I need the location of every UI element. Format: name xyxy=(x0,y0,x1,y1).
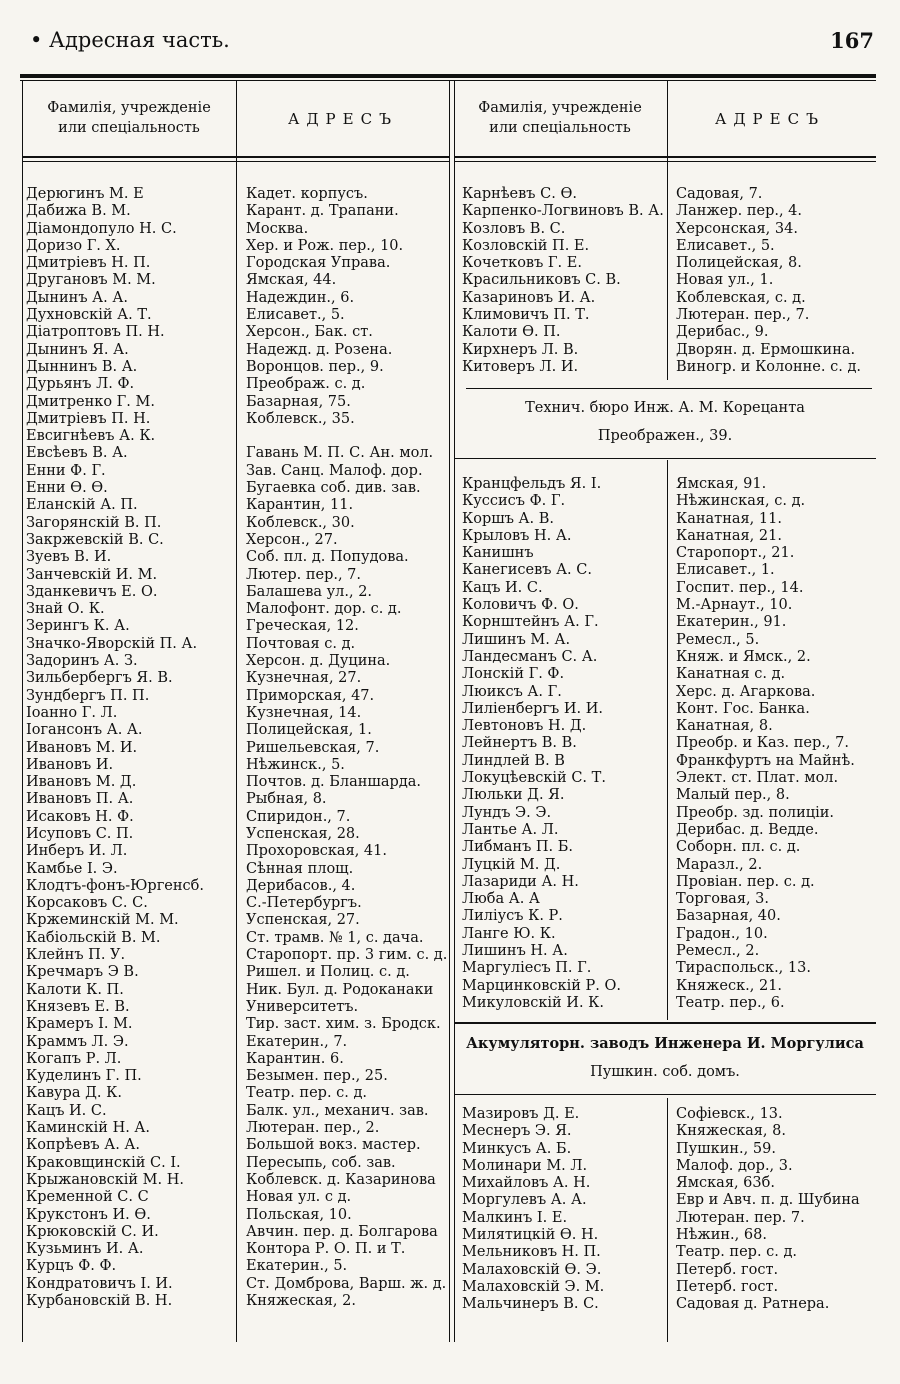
entry-name: Зданкевичъ Е. О. xyxy=(26,583,158,600)
entry-name: Лейнертъ В. В. xyxy=(462,735,577,752)
entry-address: Княжеская, 8. xyxy=(676,1123,786,1140)
entry-address: Полицейская, 8. xyxy=(676,255,802,272)
entry-address: Большой вокз. мастер. xyxy=(246,1137,421,1154)
left-address-header: АДРЕСЪ xyxy=(288,110,398,128)
entry-name: Дыннинъ В. А. xyxy=(26,358,138,375)
entry-address: Княжеская, 2. xyxy=(246,1293,356,1309)
entry-address: Лютеран. пер., 2. xyxy=(246,1120,380,1137)
banner2-bottom-rule xyxy=(454,1094,876,1095)
entry-address: Карантин, 11. xyxy=(246,497,354,514)
left-name-header: Фамилія, учрежденіе или спеціальность xyxy=(47,100,211,136)
entry-address: Нѣжин., 68. xyxy=(676,1227,767,1244)
entry-name: Калоти Ѳ. П. xyxy=(462,324,561,341)
entry-name: Лишинъ Н. А. xyxy=(462,943,568,960)
entry-address: Екатерин., 5. xyxy=(246,1258,348,1275)
entry-name: Кременной С. С xyxy=(26,1189,149,1206)
entry-address: Лютеран. пер., 7. xyxy=(676,307,810,324)
left-addresses-list xyxy=(246,186,448,1310)
entry-address: Коблевск., 30. xyxy=(246,514,355,531)
entry-name: Мальчинеръ В. С. xyxy=(462,1296,599,1313)
entry-address: Провіан. пер. с. д. xyxy=(676,873,815,890)
entry-name: Кондратовичъ I. И. xyxy=(26,1275,173,1292)
entry-name: Люльки Д. Я. xyxy=(462,787,565,804)
entry-address: Ремесл., 2. xyxy=(676,943,760,960)
entry-name: Курбановскій В. Н. xyxy=(26,1293,173,1309)
entry-name: Дерюгинъ М. Е xyxy=(26,186,144,202)
right-address-header: АДРЕСЪ xyxy=(715,110,825,128)
entry-address: Дерибас. д. Ведде. xyxy=(676,821,819,838)
entry-name: Малаховскій Э. М. xyxy=(462,1278,605,1295)
entry-name: Лазариди А. Н. xyxy=(462,873,579,890)
entry-address: Полицейская, 1. xyxy=(246,722,372,739)
entry-address: Градон., 10. xyxy=(676,925,768,942)
entry-address: Дворян. д. Ермошкина. xyxy=(676,341,856,358)
entry-name: Краковщинскій С. I. xyxy=(26,1154,181,1171)
entry-name: Кранцфельдъ Я. I. xyxy=(462,476,602,492)
entry-name: Ивановъ М. Д. xyxy=(26,774,137,791)
entry-address: Ст. трамв. № 1, с. дача. xyxy=(246,929,424,946)
entry-name: Лишинъ М. А. xyxy=(462,631,571,648)
left-col-divider xyxy=(236,80,237,1342)
entry-name: Корсаковъ С. С. xyxy=(26,895,148,912)
right-col-divider-2 xyxy=(667,460,668,1020)
entry-name: Кржеминскій М. М. xyxy=(26,912,179,929)
entry-address: Балк. ул., механич. зав. xyxy=(246,1102,429,1119)
entry-address: Лютер. пер., 7. xyxy=(246,566,362,583)
entry-name: Крыловъ Н. А. xyxy=(462,527,572,544)
entry-address: Элект. ст. Плат. мол. xyxy=(676,770,839,787)
entry-address: Контора Р. О. П. и Т. xyxy=(246,1241,406,1258)
entry-name: Загорянскій В. П. xyxy=(26,514,162,531)
entry-name: Молинари М. Л. xyxy=(462,1157,588,1174)
entry-name: Люиксъ А. Г. xyxy=(462,683,562,700)
entry-address: Новая ул., 1. xyxy=(676,272,774,289)
entry-address: Безымен. пер., 25. xyxy=(246,1068,388,1085)
entry-address: Канатная, 21. xyxy=(676,527,782,544)
entry-address: Дерибасов., 4. xyxy=(246,877,356,894)
entry-address: Преобр. зд. полиціи. xyxy=(676,804,835,821)
entry-name: Лиліенбергъ И. И. xyxy=(462,700,603,717)
entry-name: Іоанно Г. Л. xyxy=(26,704,118,721)
entry-address: Екатерин., 91. xyxy=(676,614,787,631)
entry-address: Хер. и Рож. пер., 10. xyxy=(246,237,404,254)
entry-address: Ямская, 44. xyxy=(246,272,337,289)
entry-name: Дмитріевъ Н. П. xyxy=(26,255,151,272)
entry-name: Лиліусъ К. Р. xyxy=(462,908,563,925)
entry-name: Кузьминъ И. А. xyxy=(26,1241,144,1258)
entry-name: Исуповъ С. П. xyxy=(26,825,134,842)
entry-address: Ришел. и Полиц. с. д. xyxy=(246,964,410,981)
entry-name: Либманъ П. Б. xyxy=(462,839,574,856)
entry-name: Куделинъ Г. П. xyxy=(26,1068,142,1085)
entry-name: Енни Ф. Г. xyxy=(26,462,106,479)
entry-address: Театр. пер. с. д. xyxy=(676,1244,798,1261)
top-rule-thin xyxy=(20,80,876,81)
entry-address: Екатерин., 7. xyxy=(246,1033,348,1050)
entry-name: Карпенко-Логвиновъ В. А. xyxy=(462,203,664,220)
entry-address: Надежд. д. Розена. xyxy=(246,341,393,358)
entry-name: Крыжановскій М. Н. xyxy=(26,1171,184,1188)
entry-name: Козловъ В. С. xyxy=(462,220,566,237)
entry-name: Климовичъ П. Т. xyxy=(462,307,590,324)
entry-name: Значко-Яворскій П. А. xyxy=(26,635,198,652)
entry-name: Енни Ѳ. Ѳ. xyxy=(26,480,108,497)
entry-name: Занчевскій И. М. xyxy=(26,566,158,583)
right-header-rule xyxy=(454,156,876,158)
entry-address: Зав. Санц. Малоф. дор. xyxy=(246,462,423,479)
entry-name: Доризо Г. Х. xyxy=(26,237,121,254)
entry-address: Соб. пл. д. Попудова. xyxy=(246,549,409,566)
entry-address: Канатная, 11. xyxy=(676,510,782,527)
entry-address: Нѣжинск., 5. xyxy=(246,756,345,773)
entry-name: Когапъ Р. Л. xyxy=(26,1050,122,1067)
entry-name: Кацъ И. С. xyxy=(462,579,543,596)
entry-address: Херсон., 27. xyxy=(246,531,338,548)
entry-address: Садовая д. Ратнера. xyxy=(676,1296,830,1313)
entry-name: Дмитренко Г. М. xyxy=(26,393,155,410)
entry-address: Ст. Домброва, Варш. ж. д. xyxy=(246,1275,447,1292)
entry-name: Малкинъ I. Е. xyxy=(462,1209,568,1226)
entry-address: Елисавет., 1. xyxy=(676,562,775,579)
entry-address: Тир. заст. хим. з. Бродск. xyxy=(246,1016,441,1033)
entry-address: Старопорт., 21. xyxy=(676,545,795,562)
right-header-rule-2 xyxy=(454,161,876,162)
entry-address: Ямская, 63б. xyxy=(676,1175,775,1192)
entry-name: Марцинковскій Р. О. xyxy=(462,977,621,994)
entry-address: Польская, 10. xyxy=(246,1206,352,1223)
entry-name: Духновскій А. Т. xyxy=(26,307,152,324)
entry-address: Карантин. 6. xyxy=(246,1050,344,1067)
entry-address: Успенская, 28. xyxy=(246,825,360,842)
entry-name: Діамондопуло Н. С. xyxy=(26,220,177,237)
entry-address: Малофонт. дор. с. д. xyxy=(246,601,402,618)
entry-address: Сѣнная площ. xyxy=(246,860,354,877)
entry-name: Зильбербергъ Я. В. xyxy=(26,670,173,687)
banner1-top-rule xyxy=(466,388,872,389)
entry-address: Балашева ул., 2. xyxy=(246,583,373,600)
entry-name: Канегисевъ А. С. xyxy=(462,562,592,579)
entry-name: Другановъ М. М. xyxy=(26,272,156,289)
entry-address: Ремесл., 5. xyxy=(676,631,760,648)
entry-address: Петерб. гост. xyxy=(676,1261,779,1278)
entry-address: Садовая, 7. xyxy=(676,186,763,202)
entry-address: Госпит. пер., 14. xyxy=(676,579,804,596)
entry-address: Малоф. дор., 3. xyxy=(676,1157,793,1174)
entry-name: Кочетковъ Г. Е. xyxy=(462,255,582,272)
entry-name: Карнѣевъ С. Ѳ. xyxy=(462,186,577,202)
entry-address: Кадет. корпусъ. xyxy=(246,186,368,202)
left-header-rule xyxy=(22,156,450,158)
right-block2-addresses xyxy=(676,476,876,1012)
entry-address: С.-Петербургъ. xyxy=(246,895,362,912)
entry-address: Театр. пер. с. д. xyxy=(246,1085,368,1102)
entry-address: Херсон., Бак. ст. xyxy=(246,324,373,341)
entry-name: Красильниковъ С. В. xyxy=(462,272,621,289)
entry-address: Кузнечная, 14. xyxy=(246,704,362,721)
left-names-list xyxy=(26,186,234,1310)
entry-name: Евсѣевъ В. А. xyxy=(26,445,128,462)
entry-name: Коршъ А. В. xyxy=(462,510,555,527)
entry-address: Кузнечная, 27. xyxy=(246,670,362,687)
entry-name: Задоринъ А. З. xyxy=(26,653,138,670)
entry-address: Москва. xyxy=(246,220,309,237)
entry-address: Херсон. д. Дуцина. xyxy=(246,653,391,670)
entry-address: Воронцов. пер., 9. xyxy=(246,358,384,375)
entry-name: Крукстонъ И. Ѳ. xyxy=(26,1206,151,1223)
entry-address: Ланжер. пер., 4. xyxy=(676,203,803,220)
entry-name: Дынинъ Я. А. xyxy=(26,341,129,358)
entry-name: Лундъ Э. Э. xyxy=(462,804,552,821)
right-block1-names xyxy=(462,186,666,376)
left-header-rule-2 xyxy=(22,161,450,162)
entry-address: Прохоровская, 41. xyxy=(246,843,387,860)
entry-address: Канатная с. д. xyxy=(676,666,786,683)
right-block3-addresses xyxy=(676,1106,876,1314)
entry-address: Соборн. пл. с. д. xyxy=(676,839,801,856)
entry-name: Князевъ Е. В. xyxy=(26,998,130,1015)
entry-name: Коловичъ Ф. О. xyxy=(462,597,579,614)
right-block3-names xyxy=(462,1106,666,1314)
entry-name: Казариновъ И. А. xyxy=(462,289,596,306)
entry-name: Зундбергъ П. П. xyxy=(26,687,150,704)
entry-name: Кацъ И. С. xyxy=(26,1102,107,1119)
entry-name: Микуловскій И. К. xyxy=(462,994,604,1011)
entry-name: Кирхнеръ Л. В. xyxy=(462,341,579,358)
entry-name: Ивановъ П. А. xyxy=(26,791,134,808)
entry-name: Еланскій А. П. xyxy=(26,497,138,514)
entry-name: Кавура Д. К. xyxy=(26,1085,122,1102)
entry-name: Евсигнѣевъ А. К. xyxy=(26,428,156,445)
entry-address: Авчин. пер. д. Болгарова xyxy=(246,1223,438,1240)
banner2-top-rule xyxy=(454,1022,876,1024)
section-title: • Адресная часть. xyxy=(30,28,230,52)
right-col-divider-3 xyxy=(667,1098,668,1342)
entry-address: Елисавет., 5. xyxy=(676,237,775,254)
entry-name: Минкусъ А. Б. xyxy=(462,1140,572,1157)
entry-address: Ямская, 91. xyxy=(676,476,767,492)
entry-address: М.-Арнаут., 10. xyxy=(676,597,793,614)
entry-address: Коблевск., 35. xyxy=(246,410,355,427)
entry-name: Лантье А. Л. xyxy=(462,821,559,838)
banner1-bottom-rule xyxy=(454,458,876,459)
entry-address: Нѣжинская, с. д. xyxy=(676,493,806,510)
entry-address: Новая ул. с д. xyxy=(246,1189,352,1206)
entry-name: Михайловъ А. Н. xyxy=(462,1175,591,1192)
entry-address: Канатная, 8. xyxy=(676,718,773,735)
entry-name: Калоти К. П. xyxy=(26,981,124,998)
entry-name: Малаховскій Ѳ. Э. xyxy=(462,1261,602,1278)
entry-name: Линдлей В. В xyxy=(462,752,565,769)
entry-name: Діатроптовъ П. Н. xyxy=(26,324,165,341)
entry-address: Греческая, 12. xyxy=(246,618,359,635)
entry-name: Курцъ Ф. Ф. xyxy=(26,1258,117,1275)
entry-name: Милятицкій Ѳ. Н. xyxy=(462,1227,599,1244)
entry-address: Коблевская, с. д. xyxy=(676,289,806,306)
entry-name: Корнштейнъ А. Г. xyxy=(462,614,599,631)
entry-address: Надеждин., 6. xyxy=(246,289,355,306)
entry-name: Кречмаръ Э В. xyxy=(26,964,139,981)
entry-address: Приморская, 47. xyxy=(246,687,375,704)
entry-address: Спиридон., 7. xyxy=(246,808,351,825)
entry-address: Гавань М. П. С. Ан. мол. xyxy=(246,445,434,462)
entry-name: Лонскій Г. Ф. xyxy=(462,666,565,683)
entry-address: Елисавет., 5. xyxy=(246,307,345,324)
entry-address: Ришельевская, 7. xyxy=(246,739,380,756)
entry-address: Лютеран. пер. 7. xyxy=(676,1209,805,1226)
banner-technical-bureau: Технич. бюро Инж. А. М. Корецанта Преображен., 39. xyxy=(525,400,805,444)
entry-address: Городская Управа. xyxy=(246,255,391,272)
entry-address: Маразл., 2. xyxy=(676,856,763,873)
entry-address: Франкфуртъ на Майнѣ. xyxy=(676,752,855,769)
entry-address: Пересыпь, соб. зав. xyxy=(246,1154,396,1171)
entry-name: Мазировъ Д. Е. xyxy=(462,1106,580,1122)
entry-address: Театр. пер., 6. xyxy=(676,994,785,1011)
entry-address: Преображ. с. д. xyxy=(246,376,366,393)
entry-address: Преобр. и Каз. пер., 7. xyxy=(676,735,849,752)
right-block1-addresses xyxy=(676,186,876,376)
entry-address: Успенская, 27. xyxy=(246,912,360,929)
entry-name: Зуевъ В. И. xyxy=(26,549,112,566)
entry-name: Іогансонъ А. А. xyxy=(26,722,143,739)
entry-address: Почтовая с. д. xyxy=(246,635,356,652)
entry-name: Кабіольскій В. М. xyxy=(26,929,161,946)
entry-address: Базарная, 75. xyxy=(246,393,351,410)
entry-address: Тираспольск., 13. xyxy=(676,960,811,977)
entry-name: Луцкій М. Д. xyxy=(462,856,561,873)
entry-address: Евр и Авч. п. д. Шубина xyxy=(676,1192,860,1209)
entry-name: Моргулевъ А. А. xyxy=(462,1192,587,1209)
entry-name: Меснеръ Э. Я. xyxy=(462,1123,572,1140)
left-border xyxy=(22,80,23,1342)
entry-name: Дмитріевъ П. Н. xyxy=(26,410,151,427)
entry-address: Торговая, 3. xyxy=(676,891,770,908)
entry-name: Исаковъ Н. Ф. xyxy=(26,808,134,825)
entry-address: Старопорт. пр. 3 гим. с. д. xyxy=(246,947,448,964)
entry-name: Дынинъ А. А. xyxy=(26,289,128,306)
entry-name: Камбье I. Э. xyxy=(26,860,118,877)
entry-name: Инберъ И. Л. xyxy=(26,843,128,860)
page-number: 167 xyxy=(830,28,874,53)
entry-name: Клейнъ П. У. xyxy=(26,947,126,964)
entry-name: Ланге Ю. К. xyxy=(462,925,556,942)
entry-name: Крюковскій С. И. xyxy=(26,1223,159,1240)
entry-address xyxy=(246,428,448,445)
entry-name: Знай О. К. xyxy=(26,601,105,618)
entry-address: Дерибас., 9. xyxy=(676,324,769,341)
top-rule xyxy=(20,74,876,78)
entry-address: Княжеск., 21. xyxy=(676,977,783,994)
entry-address: Херс. д. Агаркова. xyxy=(676,683,816,700)
entry-name: Люба А. А xyxy=(462,891,540,908)
entry-name: Куссисъ Ф. Г. xyxy=(462,493,566,510)
entry-name: Дабижа В. М. xyxy=(26,203,131,220)
entry-address: Конт. Гос. Банка. xyxy=(676,700,810,717)
entry-name: Ивановъ М. И. xyxy=(26,739,138,756)
entry-address: Пушкин., 59. xyxy=(676,1140,776,1157)
entry-name: Маргуліесъ П. Г. xyxy=(462,960,592,977)
entry-address: Софіевск., 13. xyxy=(676,1106,783,1122)
entry-name: Мельниковъ Н. П. xyxy=(462,1244,601,1261)
entry-address: Петерб. гост. xyxy=(676,1278,779,1295)
entry-address: Виногр. и Колонне. с. д. xyxy=(676,358,861,375)
entry-name: Локуцѣевскій С. Т. xyxy=(462,770,606,787)
entry-address: Почтов. д. Бланшарда. xyxy=(246,774,422,791)
entry-name: Ивановъ И. xyxy=(26,756,114,773)
entry-name: Краммъ Л. Э. xyxy=(26,1033,129,1050)
entry-name: Каминскій Н. А. xyxy=(26,1120,151,1137)
entry-address: Карант. д. Трапани. xyxy=(246,203,399,220)
entry-address: Княж. и Ямск., 2. xyxy=(676,648,811,665)
entry-name: Левтоновъ Н. Д. xyxy=(462,718,587,735)
right-name-header: Фамилія, учрежденіе или спеціальность xyxy=(478,100,642,136)
entry-name: Китоверъ Л. И. xyxy=(462,358,579,375)
entry-address: Базарная, 40. xyxy=(676,908,781,925)
entry-name: Зерингъ К. А. xyxy=(26,618,130,635)
entry-address: Бугаевка соб. див. зав. xyxy=(246,480,421,497)
entry-name: Копрѣевъ А. А. xyxy=(26,1137,141,1154)
center-divider xyxy=(449,80,455,1342)
entry-name: Клодтъ-фонъ-Юргенсб. xyxy=(26,877,204,894)
entry-address: Малый пер., 8. xyxy=(676,787,790,804)
entry-address: Херсонская, 34. xyxy=(676,220,798,237)
entry-name: Закржевскій В. С. xyxy=(26,531,164,548)
entry-address: Рыбная, 8. xyxy=(246,791,327,808)
entry-address: Университетъ. xyxy=(246,998,359,1015)
entry-address: Ник. Бул. д. Родоканаки xyxy=(246,981,434,998)
entry-address: Коблевск. д. Казаринова xyxy=(246,1171,436,1188)
entry-name: Ландесманъ С. А. xyxy=(462,648,598,665)
banner-accumulator-factory: Акумуляторн. заводъ Инженера И. Моргулиса Пушкин. соб. домъ. xyxy=(466,1035,864,1080)
entry-name: Козловскій П. Е. xyxy=(462,237,590,254)
right-block2-names xyxy=(462,476,666,1012)
entry-name: Крамеръ I. М. xyxy=(26,1016,133,1033)
entry-name: Канишнъ xyxy=(462,545,534,562)
entry-name: Дурьянъ Л. Ф. xyxy=(26,376,135,393)
